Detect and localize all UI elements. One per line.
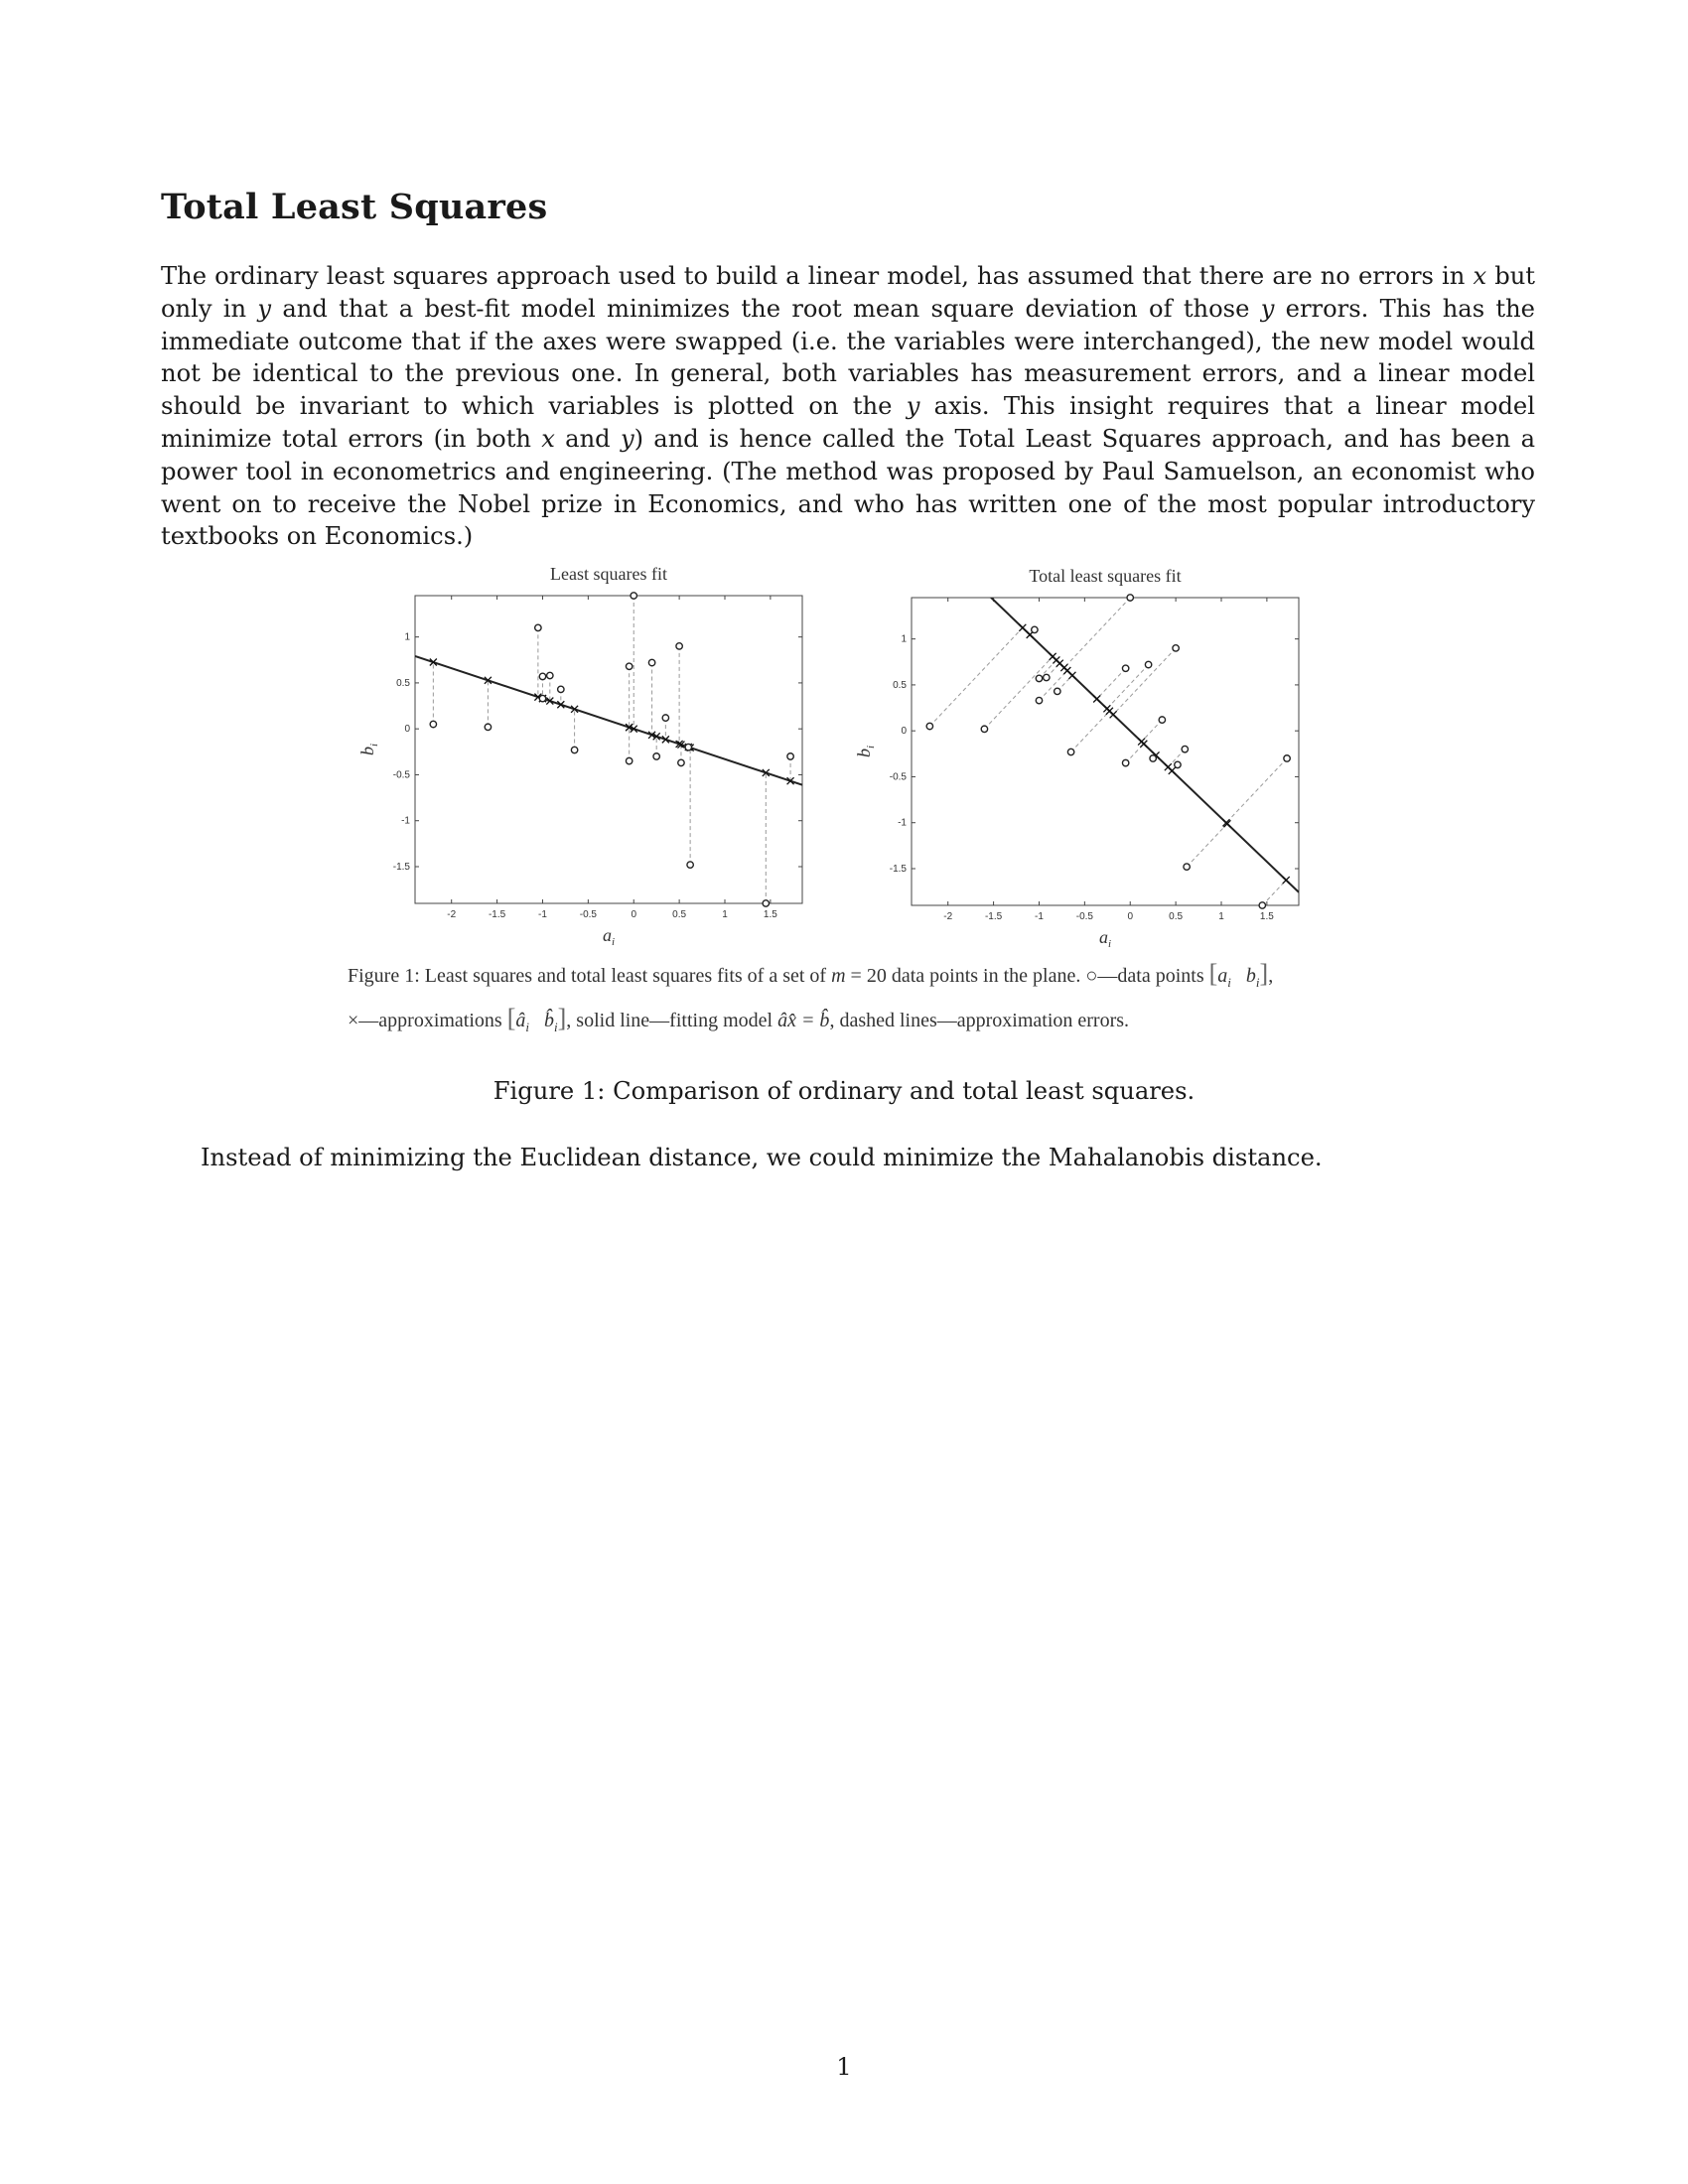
plot-frame: [415, 596, 802, 903]
caption-line-2: [348, 1001, 1360, 1045]
approximation-mark: [1165, 763, 1172, 770]
y-tick-label: 1: [404, 631, 410, 643]
data-point: [1159, 717, 1165, 723]
x-tick-label: 0.5: [672, 909, 687, 920]
x-tick-label: -1: [538, 909, 547, 920]
caption-math: b̂: [544, 1010, 554, 1031]
figure-caption: Figure 1: Comparison of ordinary and total least squares.: [492, 1077, 1196, 1105]
x-tick-label: -0.5: [1075, 911, 1093, 922]
error-line: [1097, 668, 1126, 699]
approximation-mark: [1093, 696, 1100, 703]
approximation-mark: [1063, 667, 1070, 674]
caption-text: ×—approximations: [348, 1010, 507, 1031]
caption-text: , dashed lines—approximation errors.: [829, 1010, 1130, 1031]
data-point: [1175, 761, 1181, 767]
data-point: [547, 672, 553, 678]
caption-subscript: i: [525, 1020, 529, 1034]
x-tick-label: 1.5: [1259, 911, 1274, 922]
x-tick-label: -0.5: [579, 909, 597, 920]
math-variable: y: [257, 294, 272, 323]
data-point: [676, 643, 682, 649]
paragraph-text: ) and is hence called the Total Least Squares approach, and has been a power tool in econometrics and engineering. (The method was proposed by Paul Samuelson, an economist who went on to receive the Nobel prize in Economics, and who has written one of the most popular introductory textbooks on Economics.): [161, 424, 1535, 551]
x-tick-label: 1: [1218, 911, 1224, 922]
x-tick-label: 0: [631, 909, 637, 920]
error-line: [1064, 598, 1130, 668]
data-point: [539, 673, 545, 679]
data-point: [485, 724, 491, 730]
data-point: [653, 753, 659, 759]
error-line: [984, 656, 1053, 729]
y-tick-label: -0.5: [889, 771, 907, 783]
x-tick-label: -1.5: [984, 911, 1003, 922]
data-point: [1127, 595, 1133, 601]
error-line: [1071, 711, 1110, 751]
data-point: [1044, 674, 1050, 680]
data-point: [1032, 626, 1038, 632]
plot-frame: [912, 598, 1299, 905]
data-point: [539, 695, 545, 701]
data-point: [1055, 688, 1060, 694]
caption-math: b: [1245, 965, 1256, 987]
paragraph-text: and: [554, 424, 621, 453]
data-point: [1036, 697, 1042, 703]
data-point: [763, 900, 769, 906]
y-tick-label: -0.5: [392, 769, 410, 781]
approximation-mark: [1283, 877, 1290, 884]
caption-math: âx̂ = b̂: [777, 1010, 830, 1031]
figure-plots: [338, 556, 1350, 953]
math-variable: y: [620, 424, 634, 453]
caption-bracket: ]: [1259, 959, 1269, 988]
data-point: [1122, 665, 1128, 671]
x-tick-label: -2: [447, 909, 457, 920]
error-line: [1262, 881, 1286, 905]
caption-math: a: [1217, 965, 1228, 987]
y-axis-label-subscript: i: [368, 743, 380, 748]
approximation-mark: [1019, 624, 1026, 631]
x-tick-label: -1.5: [488, 909, 506, 920]
caption-text: Figure 1: Least squares and total least squares fits of a set of: [348, 965, 832, 987]
page-number: 1: [836, 2053, 852, 2081]
math-variable: y: [906, 392, 920, 421]
body-paragraph: [161, 260, 1535, 553]
caption-math: â: [515, 1010, 526, 1031]
data-point: [1173, 645, 1179, 651]
data-point: [1284, 755, 1290, 761]
caption-subscript: i: [1227, 975, 1231, 990]
y-tick-label: -1: [898, 817, 907, 829]
caption-text: ,: [1268, 965, 1274, 987]
plot-area: [415, 596, 802, 903]
data-point: [648, 659, 654, 665]
y-tick-label: 0.5: [893, 679, 907, 691]
data-point: [687, 862, 693, 868]
caption-line-1: [348, 956, 1360, 1001]
figure-inner-caption: [348, 956, 1360, 1045]
data-point: [571, 747, 577, 752]
plot-title: Least squares fit: [550, 564, 667, 584]
y-axis-label: $b_i$: [854, 745, 877, 758]
x-tick-label: 0.5: [1169, 911, 1184, 922]
x-axis-label-subscript: i: [1107, 938, 1112, 950]
section-title: Total Least Squares: [161, 187, 548, 227]
x-tick-label: 1.5: [763, 909, 777, 920]
data-point: [787, 753, 793, 759]
y-tick-label: -1.5: [889, 863, 907, 875]
math-variable: y: [1260, 294, 1275, 323]
caption-bracket: [: [506, 1004, 516, 1032]
plot-area: [912, 556, 1299, 905]
data-point: [626, 757, 632, 763]
y-tick-label: -1.5: [392, 861, 410, 873]
data-point: [1259, 902, 1265, 908]
error-line: [1113, 648, 1176, 715]
y-tick-label: 0: [404, 724, 410, 736]
paragraph-text: but only in: [161, 262, 1535, 323]
x-axis-label: $a_i$: [1098, 927, 1112, 950]
caption-bracket: ]: [557, 1004, 567, 1032]
plot-panel-1: [357, 564, 802, 948]
data-point: [981, 726, 987, 732]
data-point: [631, 593, 636, 599]
plot-panel-2: [854, 556, 1299, 950]
caption-math: m: [831, 965, 846, 987]
y-tick-label: 0.5: [396, 677, 410, 689]
math-variable: x: [541, 424, 555, 453]
x-axis-label: $a_i$: [602, 925, 616, 948]
paragraph-text: errors. This has the immediate outcome that if the axes were swapped (i.e. the variables were interchanged), the new model would not be identical to the previous one. In general, both variables has measurement errors, and a linear model should be invariant to which variables is plotted on the: [161, 294, 1535, 421]
data-point: [1122, 759, 1128, 765]
y-tick-label: 1: [901, 633, 907, 645]
paragraph-text: The ordinary least squares approach used to build a linear model, has assumed that there are no errors in: [161, 262, 1474, 290]
data-point: [430, 721, 436, 727]
y-axis-label-subscript: i: [865, 745, 877, 750]
x-tick-label: 1: [722, 909, 728, 920]
approximation-mark: [1103, 705, 1110, 712]
approximation-mark: [1138, 739, 1145, 746]
caption-text: , solid line—fitting model: [566, 1010, 778, 1031]
paragraph-text: and that a best-fit model minimizes the root mean square deviation of those: [271, 294, 1261, 323]
data-point: [1184, 864, 1190, 870]
caption-bracket: [: [1208, 959, 1218, 988]
caption-subscript: i: [1255, 975, 1260, 990]
data-point: [926, 723, 932, 729]
x-axis-label-subscript: i: [611, 936, 616, 948]
error-line: [929, 627, 1022, 726]
error-line: [1226, 758, 1287, 823]
data-point: [685, 744, 691, 750]
data-point: [1036, 675, 1042, 681]
data-point: [678, 759, 684, 765]
plot-title: Total least squares fit: [1029, 566, 1182, 586]
data-point: [1145, 661, 1151, 667]
data-point: [1182, 746, 1188, 751]
paragraph-text: axis. This insight requires that a linear model minimize total errors (in both: [161, 392, 1535, 453]
x-tick-label: 0: [1127, 911, 1134, 922]
error-line: [1187, 824, 1227, 867]
data-point: [1067, 749, 1073, 754]
data-point: [535, 624, 541, 630]
fit-line: [415, 656, 802, 785]
y-axis-label: $b_i$: [357, 743, 380, 756]
data-point: [626, 663, 632, 669]
data-point: [558, 686, 564, 692]
y-tick-label: 0: [901, 726, 907, 738]
math-variable: x: [1473, 262, 1487, 290]
y-tick-label: -1: [401, 815, 410, 827]
followup-paragraph: Instead of minimizing the Euclidean distance, we could minimize the Mahalanobis distance.: [201, 1144, 1323, 1171]
caption-subscript: i: [554, 1020, 558, 1034]
data-point: [662, 715, 668, 721]
data-point: [1150, 755, 1156, 761]
approximation-mark: [1110, 711, 1117, 718]
caption-text: = 20 data points in the plane. ○—data points: [845, 965, 1209, 987]
x-tick-label: -1: [1035, 911, 1044, 922]
x-tick-label: -2: [943, 911, 953, 922]
fit-line: [912, 556, 1299, 892]
